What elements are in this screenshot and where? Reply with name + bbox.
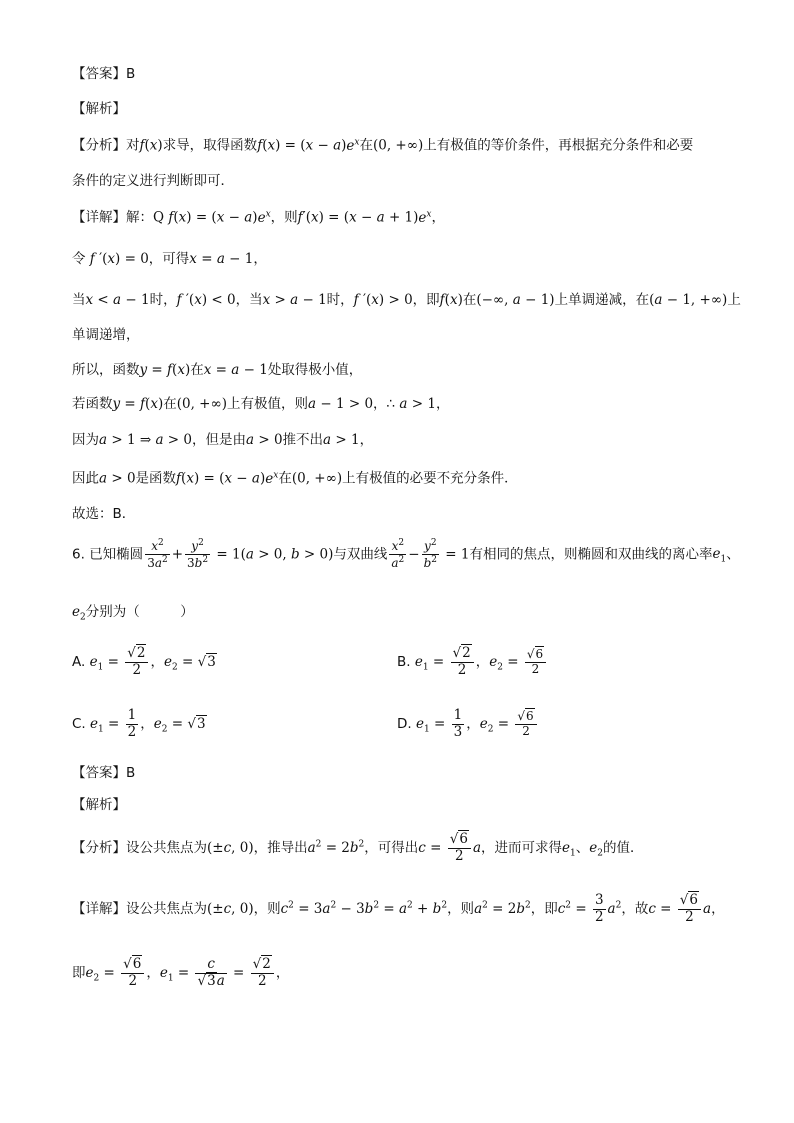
fenxi-line-2: 条件的定义进行判断即可． (72, 173, 234, 189)
detail-line-2: 令 f ′(x) = 0，可得x = a − 1， (72, 251, 267, 267)
question-number: 6. (72, 546, 85, 563)
answer-line (72, 66, 135, 82)
analysis-heading: 【解析】 (72, 101, 126, 117)
option-d-label: D. (397, 716, 412, 733)
answer-tag: 【答案】 (72, 66, 126, 82)
answer-line-2: 【答案】B (72, 765, 136, 781)
option-c-label: C. (72, 716, 86, 733)
answer-value: B (126, 66, 136, 82)
detail-line-4: 单调递增， (72, 327, 140, 343)
option-c[interactable]: C. $e_1$ = $\frac{1}{2}$ ，$e_2 = √3$ (72, 707, 206, 740)
question-6-stem-line-2: $e_2$分别为（ ） (72, 604, 194, 623)
option-b-label: B. (397, 654, 411, 671)
option-a-label: A. (72, 654, 86, 671)
detail-line-7: 因为a > 1 ⇒ a > 0，但是由a > 0推不出a > 1， (72, 432, 374, 448)
fenxi-line-q6: 【分析】设公共焦点为(±c, 0)，推导出$a^2 = 2b^2$，可得出c = $\frac{√6}{2}$ a，进而可求得$e_1$、$e_2$的值． (72, 831, 644, 864)
option-d[interactable]: D. $e_1$ = $\frac{1}{3}$ ，$e_2$ = $\frac{√6}{2}$ (397, 708, 539, 740)
option-b[interactable]: B. $e_1$ = $\frac{√2}{2}$ ，$e_2$ = $\frac{√6}{2}$ (397, 646, 548, 678)
detail-line-8: 因此a > 0是函数$f(x) = (x - a)e^x$在(0, +∞)上有极值的必要不充分条件． (72, 470, 518, 487)
choose-line: 故选：B． (72, 506, 136, 522)
option-a[interactable]: A. $e_1$ = $\frac{√2}{2}$ ，$e_2 = √3$ (72, 645, 216, 678)
analysis-heading-2: 【解析】 (72, 797, 126, 813)
fenxi-line-1: 【分析】对f(x)求导，取得函数$f(x) = (x - a)e^x$在(0, +∞)上有极值的等价条件，再根据充分条件和必要 (72, 137, 694, 154)
detail-line-3: 当x < a − 1时，f ′(x) < 0，当x > a − 1时，f ′(x) > 0，即f(x)在(−∞, a − 1)上单调递减，在(a − 1, +∞)上 (72, 292, 741, 308)
detail-line-1: 【详解】解：Q $f(x) = (x - a)e^x$，则$f'(x) = (x - a + 1)e^x$， (72, 209, 445, 226)
question-6-stem: 6. 已知椭圆 $\frac{x^2}{3a^2}$ + $\frac{y^2}{3b^2}$ = 1(a > 0, b > 0)与双曲线 $\frac{x^2}{a^2}$ − $\frac{y^2}{b^2}$ = 1有相同的焦点，则椭圆和双曲线的离心率$e_1$、 (72, 538, 740, 570)
detail-line-q6-1: 【详解】设公共焦点为(±c, 0)，则$c^2 = 3a^2 - 3b^2 = a^2 + b^2$，则$a^2 = 2b^2$，即$c^2$ = $\frac{3}{2}$ $a^2$，故c = $\frac{√6}{2}$ a， (72, 892, 725, 925)
detail-line-5: 所以，函数y = f(x)在x = a − 1处取得极小值， (72, 362, 363, 378)
detail-line-6: 若函数y = f(x)在(0, +∞)上有极值，则a − 1 > 0，∴ a > 1， (72, 396, 450, 412)
detail-line-q6-2: 即$e_2$ = $\frac{√6}{2}$ ，$e_1$ = $\frac{c}{√3a}$ = $\frac{√2}{2}$ ， (72, 956, 290, 989)
